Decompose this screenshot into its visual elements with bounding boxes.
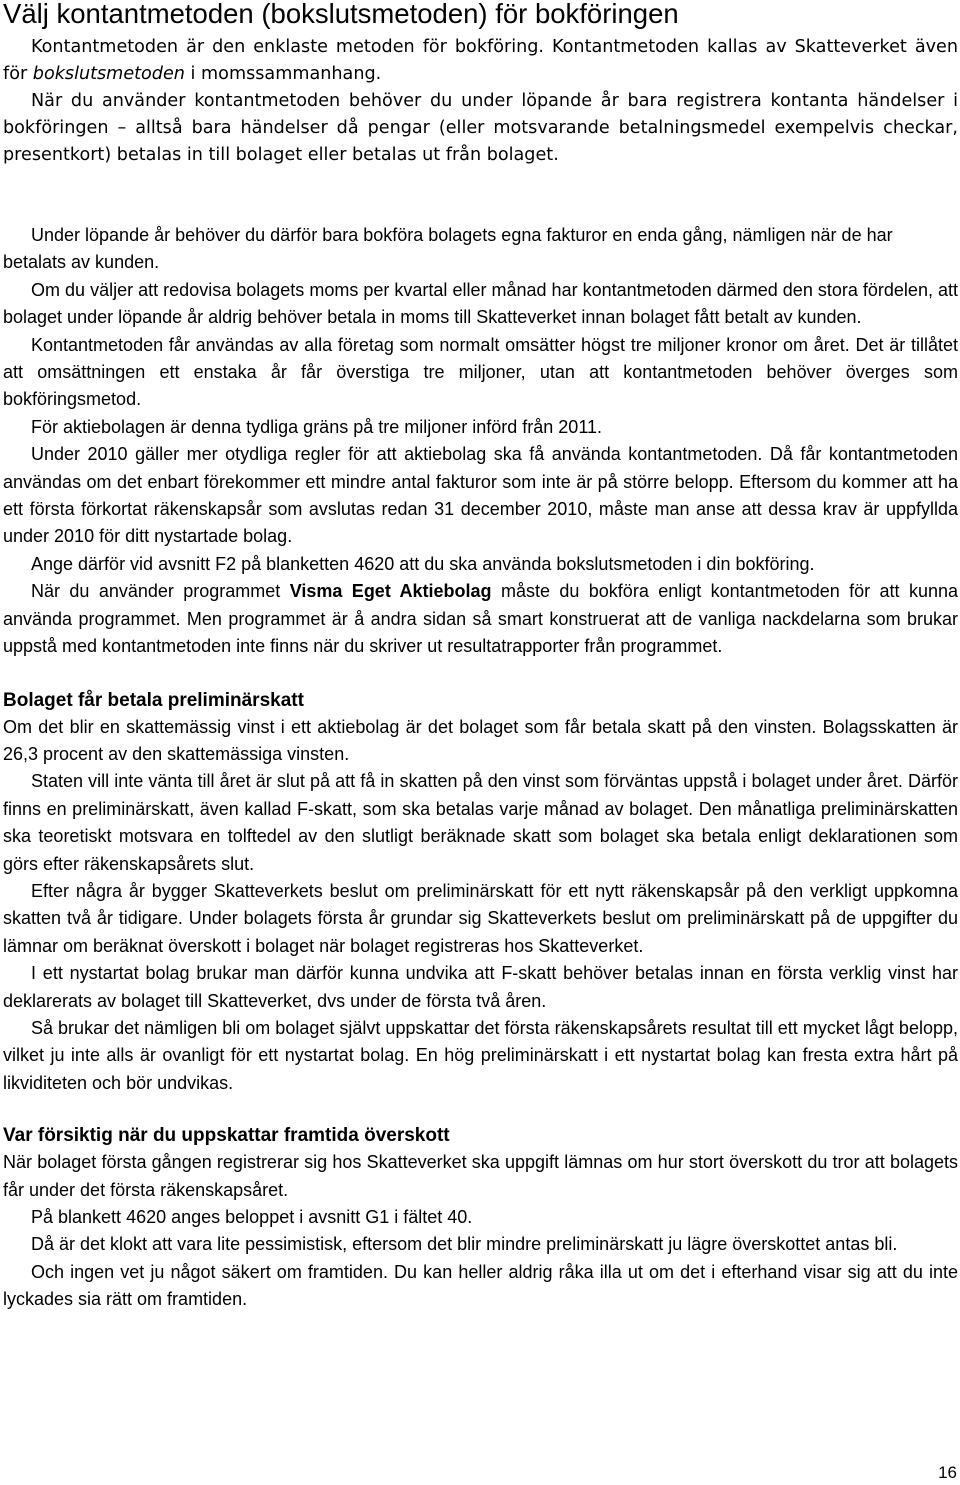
intro-p1-text-b: i momssammanhang. [184,64,382,84]
intro-p1-emphasis: bokslutsmetoden [32,64,185,84]
section1-paragraph-3: Kontantmetoden får användas av alla företag som normalt omsätter högst tre miljoner kronor om året. Det är tillåtet att omsättningen ett enstaka år får överstiga tre miljoner, utan att kontantmetoden behöver överges som bokföringsmetod. [3,334,958,410]
intro-paragraph-1 [3,34,958,88]
body-text [3,222,958,1314]
page-number: 16 [938,1463,957,1482]
section1-paragraph-6: Ange därför vid avsnitt F2 på blanketten 4620 att du ska använda bokslutsmetoden i din bokföring. [31,553,815,574]
section3-heading: Var försiktig när du uppskattar framtida överskott [3,1125,450,1147]
product-name: Visma Eget Aktiebolag [289,581,492,602]
intro-p1-text-a: Kontantmetoden är den enklaste metoden för bokföring. Kontantmetoden kallas av Skatteverket även för [3,37,958,84]
section1-paragraph-7 [3,578,958,660]
section3-paragraph-1: När bolaget första gången registrerar sig hos Skatteverket ska uppgift lämnas om hur stort överskott du tror att bolagets får under det första räkenskapsåret. [3,1152,958,1200]
intro-paragraph-2: När du använder kontantmetoden behöver du under löpande år bara registrera kontanta händelser i bokföringen – alltså bara händelser då pengar (eller motsvarande betalningsmedel exempelvis checkar, presentkort) betalas in till bolaget eller betalas ut från bolaget. [3,91,958,165]
section3-paragraph-4: Och ingen vet ju något säkert om framtiden. Du kan heller aldrig råka illa ut om det i efterhand visar sig att du inte lyckades sia rätt om framtiden. [3,1261,958,1310]
section1-paragraph-5: Under 2010 gäller mer otydliga regler för att aktiebolag ska få använda kontantmetoden. Då får kontantmetoden användas om det enbart förekommer ett mindre antal fakturor som inte är på större belopp. Eftersom du kommer att ha ett första förkortat räkenskapsår som avslutas redan 31 december 2010, måste man anse att dessa krav är uppfyllda under 2010 för ditt nystartade bolag. [3,444,958,547]
intro-block [3,34,958,169]
section2-paragraph-3: Efter några år bygger Skatteverkets beslut om preliminärskatt för ett nytt räkenskapsår på den verkligt uppkomna skatten två år tidigare. Under bolagets första år grundar sig Skatteverkets beslut om preliminärskatt på de uppgifter du lämnar om beräknat överskott i bolaget när bolaget registreras hos Skatteverket. [3,880,958,956]
section1-p7-text-a: När du använder programmet [31,581,290,602]
section3-paragraph-2: På blankett 4620 anges beloppet i avsnitt G1 i fältet 40. [31,1207,473,1227]
section2-paragraph-5: Så brukar det nämligen bli om bolaget självt uppskattar det första räkenskapsårets resultat till ett mycket lågt belopp, vilket ju inte alls är ovanligt för ett nystartat bolag. En hög preliminärskatt i ett nystartat bolag kan fresta extra hårt på likviditeten och bör undvikas. [3,1017,958,1093]
section1-paragraph-4: För aktiebolagen är denna tydliga gräns på tre miljoner införd från 2011. [31,416,603,437]
page-title: Välj kontantmetoden (bokslutsmetoden) för bokföringen [3,0,679,29]
section2-paragraph-2: Staten vill inte vänta till året är slut på att få in skatten på den vinst som förväntas uppstå i bolaget under året. Därför finns en preliminärskatt, även kallad F-skatt, som ska betalas varje månad av bolaget. Den månatliga preliminärskatten ska teoretiskt motsvara en tolftedel av den slutligt beräknade skatt som bolaget ska betala enligt deklarationen som görs efter räkenskapsårets slut. [3,771,958,874]
section3-paragraph-3: Då är det klokt att vara lite pessimistisk, eftersom det blir mindre preliminärskatt ju lägre överskottet antas bli. [31,1234,898,1255]
section1-paragraph-1: Under löpande år behöver du därför bara bokföra bolagets egna fakturor en enda gång, nämligen när de har betalats av kunden. [3,225,893,273]
section2-paragraph-1: Om det blir en skattemässig vinst i ett aktiebolag är det bolaget som får betala skatt på den vinsten. Bolagsskatten är 26,3 procent av den skattemässiga vinsten. [3,716,958,764]
section2-paragraph-4: I ett nystartat bolag brukar man därför kunna undvika att F-skatt behöver betalas innan en första verklig vinst har deklarerats av bolaget till Skatteverket, dvs under de första två åren. [3,963,958,1011]
section2-heading: Bolaget får betala preliminärskatt [3,689,304,711]
section1-paragraph-2: Om du väljer att redovisa bolagets moms per kvartal eller månad har kontantmetoden därmed den stora fördelen, att bolaget under löpande år aldrig behöver betala in moms till Skatteverket innan bolaget fått betalt av kunden. [3,279,958,328]
section1-p7-text-b: måste du bokföra enligt kontantmetoden för att kunna använda programmet. Men programmet är å andra sidan så smart konstruerat att de vanliga nackdelarna som brukar uppstå med kontantmetoden inte finns när du skriver ut resultatrapporter från programmet. [3,581,958,657]
